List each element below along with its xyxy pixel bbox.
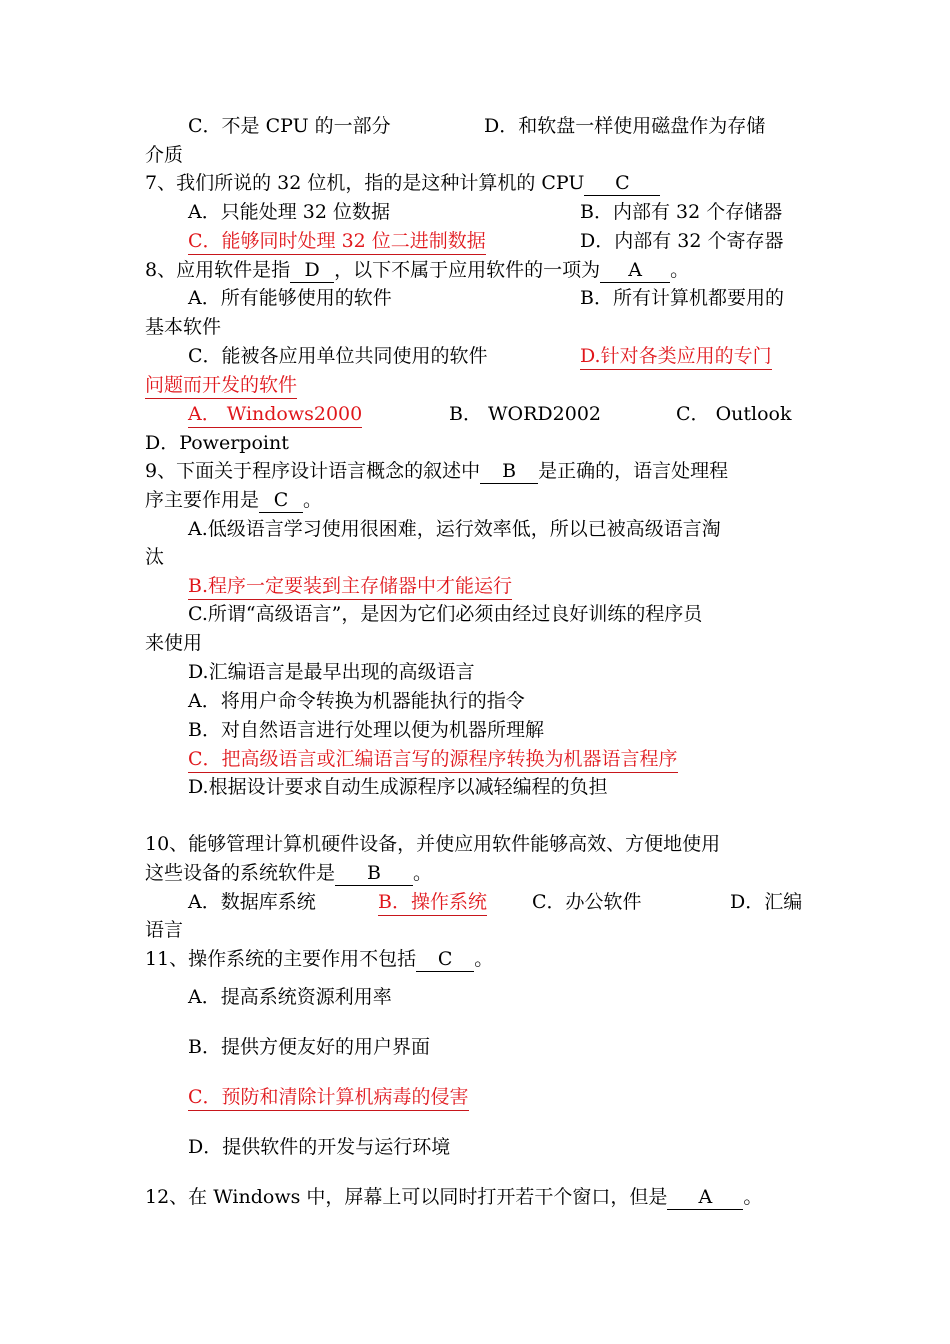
- q9-stem-part2: 是正确的，语言处理程: [538, 460, 729, 482]
- q12-answer-blank: A: [667, 1185, 743, 1210]
- q11-answer-blank: C: [416, 947, 474, 972]
- q9-sub-option-c-text: C．把高级语言或汇编语言写的源程序转换为机器语言程序: [188, 748, 678, 773]
- question-12-stem: [145, 1183, 762, 1211]
- option-d-prev-cont: 介质: [145, 144, 184, 166]
- q11-stem-end: 。: [474, 948, 494, 970]
- q10-option-c: C．办公软件: [532, 891, 642, 913]
- q8-option-d-cont: [145, 371, 297, 399]
- q9-sub-option-c-correct: [188, 745, 678, 773]
- q11-option-d: D．提供软件的开发与运行环境: [188, 1136, 451, 1158]
- q11-option-a: A．提高系统资源利用率: [188, 986, 392, 1008]
- question-7-stem: [145, 169, 660, 197]
- q8-sub-option-a-correct: [188, 400, 362, 428]
- q11-option-b: B．提供方便友好的用户界面: [188, 1036, 430, 1058]
- q7-option-b: B．内部有 32 个存储器: [580, 201, 783, 223]
- q8-sub-option-c: C． Outlook: [676, 403, 792, 425]
- q8-option-b-cont: 基本软件: [145, 316, 222, 338]
- q9-sub-option-a: A．将用户命令转换为机器能执行的指令: [188, 690, 525, 712]
- q8-answer-blank-1: D: [290, 258, 334, 283]
- question-7-text: 7、我们所说的 32 位机，指的是这种计算机的 CPU: [145, 172, 585, 194]
- q9-answer-blank-1: B: [480, 459, 538, 484]
- q9-sub-option-b: B．对自然语言进行处理以便为机器所理解: [188, 719, 544, 741]
- q10-stem-part3: 。: [413, 862, 433, 884]
- q8-option-b: B．所有计算机都要用的: [580, 287, 784, 309]
- q9-answer-blank-2: C: [259, 488, 303, 513]
- q8-option-d-text: D.针对各类应用的专门: [580, 345, 772, 370]
- q9-option-a-cont: 汰: [145, 546, 165, 568]
- q8-option-c: C．能被各应用单位共同使用的软件: [188, 345, 488, 367]
- q10-answer-blank: B: [335, 861, 413, 886]
- q10-option-d-cont: 语言: [145, 919, 184, 941]
- q9-option-d: D.汇编语言是最早出现的高级语言: [188, 661, 475, 683]
- q8-sub-option-d: D．Powerpoint: [145, 432, 289, 454]
- q8-stem-part3: 。: [670, 259, 690, 281]
- question-10-stem-cont: [145, 859, 432, 887]
- q9-option-c: C.所谓“高级语言”，是因为它们必须由经过良好训练的程序员: [188, 603, 703, 625]
- q8-stem-part1: 8、应用软件是指: [145, 259, 291, 281]
- q10-option-d: D．汇编: [730, 891, 803, 913]
- q8-answer-blank-2: A: [600, 258, 670, 283]
- q9-option-a: A.低级语言学习使用很困难，运行效率低，所以已被高级语言淘: [188, 518, 721, 540]
- q8-option-d-cont-text: 问题而开发的软件: [145, 374, 297, 399]
- q9-option-c-cont: 来使用: [145, 632, 203, 654]
- q7-option-d: D．内部有 32 个寄存器: [580, 230, 784, 252]
- q12-stem-end: 。: [743, 1186, 763, 1208]
- question-9-stem: [145, 457, 728, 485]
- q9-sub-option-d: D.根据设计要求自动生成源程序以减轻编程的负担: [188, 776, 608, 798]
- q7-option-a: A．只能处理 32 位数据: [188, 201, 390, 223]
- q12-stem-text: 12、在 Windows 中，屏幕上可以同时打开若干个窗口，但是: [145, 1186, 668, 1208]
- q11-option-c-correct: [188, 1083, 469, 1111]
- q10-stem-part2: 这些设备的系统软件是: [145, 862, 336, 884]
- question-9-stem-cont: [145, 486, 322, 514]
- q8-option-a: A．所有能够使用的软件: [188, 287, 392, 309]
- q7-option-c-correct: [188, 227, 486, 255]
- q8-option-d-correct: [580, 342, 772, 370]
- q11-option-c-text: C．预防和清除计算机病毒的侵害: [188, 1086, 469, 1111]
- q8-stem-part2: ，以下不属于应用软件的一项为: [334, 259, 601, 281]
- q10-option-a: A．数据库系统: [188, 891, 316, 913]
- question-10-stem: 10、能够管理计算机硬件设备，并使应用软件能够高效、方便地使用: [145, 833, 721, 855]
- q8-sub-option-b: B． WORD2002: [449, 403, 602, 425]
- question-7-answer-blank: C: [584, 171, 660, 196]
- q9-option-b-correct: [188, 572, 512, 600]
- q9-stem-part3: 序主要作用是: [145, 489, 260, 511]
- q9-stem-part4: 。: [303, 489, 323, 511]
- q9-stem-part1: 9、下面关于程序设计语言概念的叙述中: [145, 460, 481, 482]
- q8-sub-option-a-text: A． Windows2000: [188, 403, 362, 428]
- question-8-stem: [145, 256, 689, 284]
- q9-option-b-text: B.程序一定要装到主存储器中才能运行: [188, 575, 512, 600]
- q7-option-c-text: C．能够同时处理 32 位二进制数据: [188, 230, 486, 255]
- q11-stem-text: 11、操作系统的主要作用不包括: [145, 948, 417, 970]
- question-11-stem: [145, 945, 493, 973]
- option-d-prev: D．和软盘一样使用磁盘作为存储: [484, 115, 766, 137]
- q10-option-b-text: B．操作系统: [378, 891, 487, 916]
- q10-option-b-correct: [378, 888, 487, 916]
- option-c-prev: C．不是 CPU 的一部分: [188, 115, 391, 137]
